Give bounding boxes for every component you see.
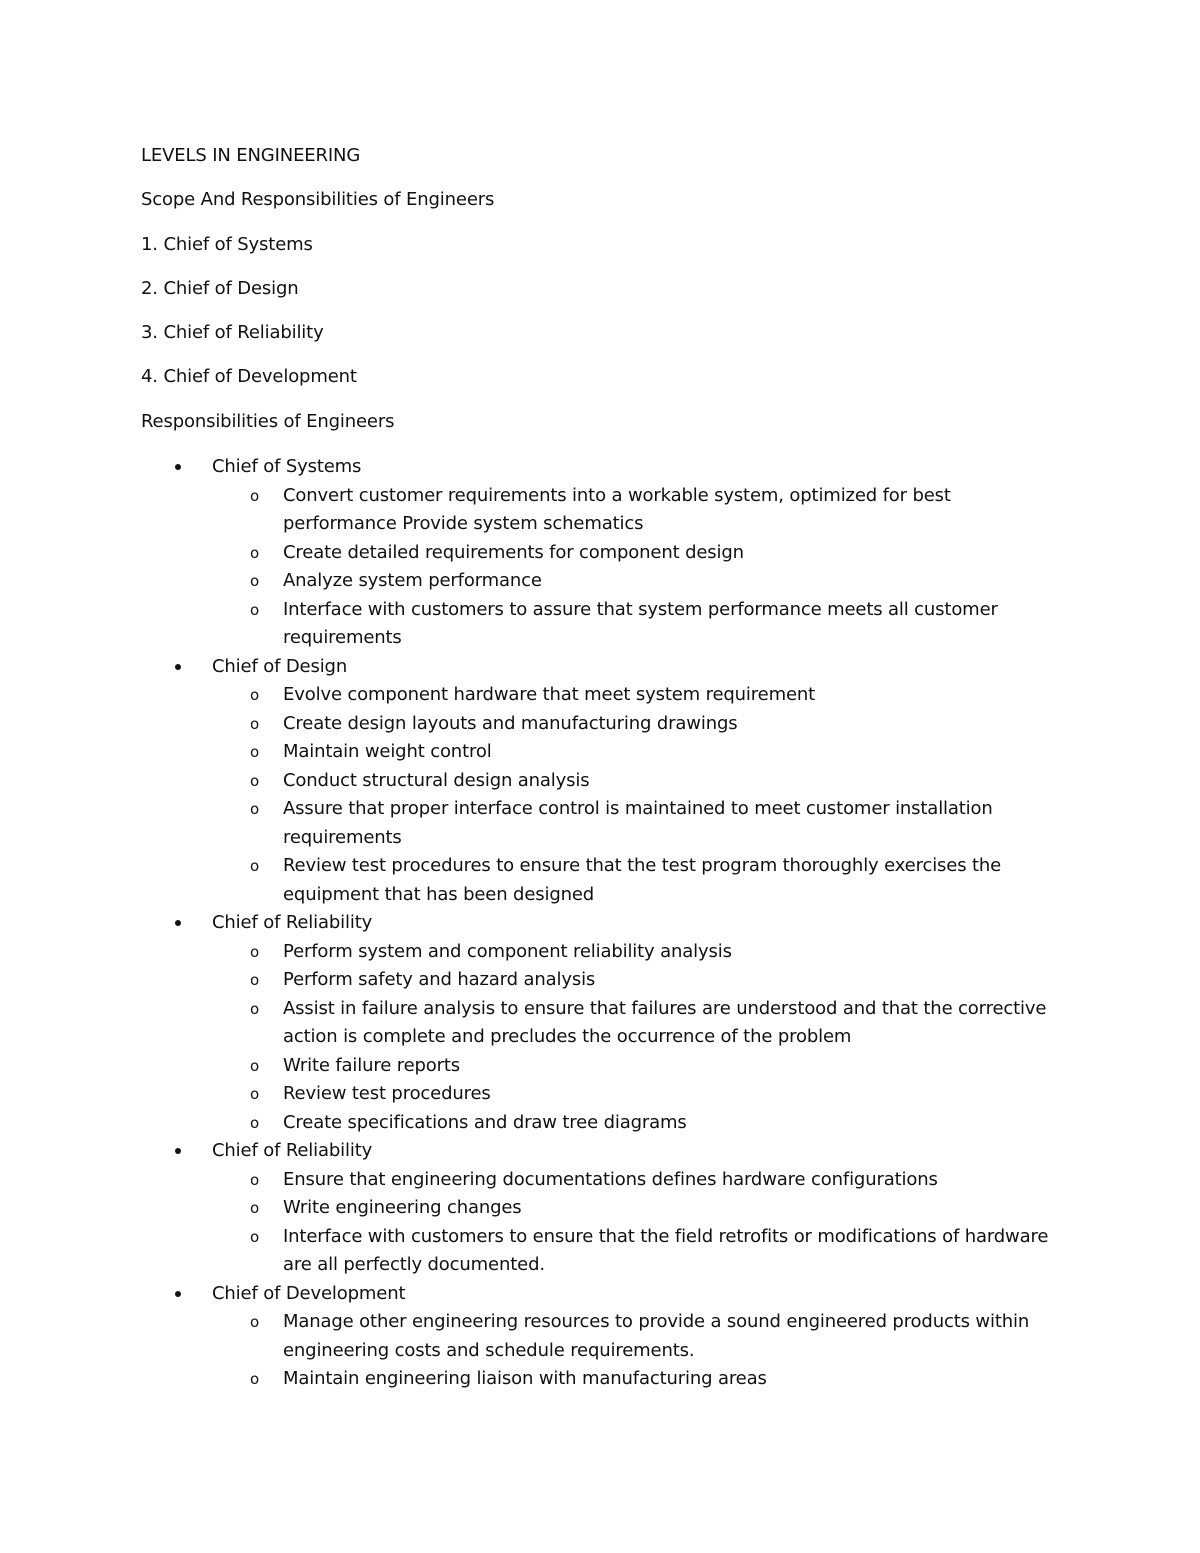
role-section	[141, 1137, 1061, 1280]
document-body	[141, 142, 1061, 1394]
responsibilities-list	[141, 453, 1061, 1394]
duty-text: Interface with customers to ensure that the field retrofits or modifications of hardware are all perfectly documented.	[283, 1225, 1049, 1276]
role-duties-list	[212, 681, 1061, 909]
numbered-item: 4. Chief of Development	[141, 366, 357, 388]
duty-text: Review test procedures to ensure that the test program thoroughly exercises the equipment that has been designed	[283, 855, 1002, 905]
duty-item	[212, 1052, 1061, 1081]
duty-text: Convert customer requirements into a workable system, optimized for best performance Provide system schematics	[283, 484, 951, 535]
numbered-item: 2. Chief of Design	[141, 277, 299, 299]
bullet-icon	[175, 920, 181, 926]
duty-item	[212, 938, 1061, 967]
hollow-bullet-icon: o	[250, 486, 260, 505]
duty-item	[212, 1308, 1061, 1365]
numbered-item: 1. Chief of Systems	[141, 233, 313, 255]
role-duties-list	[212, 1308, 1061, 1394]
duty-item	[212, 1080, 1061, 1109]
role-section	[141, 909, 1061, 1137]
duty-text: Maintain weight control	[283, 741, 492, 763]
hollow-bullet-icon: o	[250, 1056, 260, 1075]
duty-item	[212, 567, 1061, 596]
duty-text: Conduct structural design analysis	[283, 769, 590, 791]
role-duties-list	[212, 938, 1061, 1138]
role-section	[141, 453, 1061, 653]
hollow-bullet-icon: o	[250, 1313, 260, 1332]
section-heading: Responsibilities of Engineers	[141, 410, 395, 432]
duty-text: Create design layouts and manufacturing drawings	[283, 712, 738, 734]
duty-text: Create detailed requirements for component design	[283, 541, 744, 563]
hollow-bullet-icon: o	[250, 1199, 260, 1218]
duty-item	[212, 852, 1061, 909]
hollow-bullet-icon: o	[250, 1170, 260, 1189]
hollow-bullet-icon: o	[250, 942, 260, 961]
duty-item	[212, 966, 1061, 995]
hollow-bullet-icon: o	[250, 857, 260, 876]
hollow-bullet-icon: o	[250, 1227, 260, 1246]
duty-item	[212, 1223, 1061, 1280]
duty-item	[212, 539, 1061, 568]
hollow-bullet-icon: o	[250, 999, 260, 1018]
duty-item	[212, 738, 1061, 767]
bullet-icon	[175, 1291, 181, 1297]
role-title: Chief of Design	[212, 655, 348, 677]
duty-text: Perform safety and hazard analysis	[283, 969, 596, 991]
hollow-bullet-icon: o	[250, 600, 260, 619]
hollow-bullet-icon: o	[250, 543, 260, 562]
bullet-icon	[175, 664, 181, 670]
duty-text: Assure that proper interface control is maintained to meet customer installation requirements	[283, 798, 993, 848]
duty-item	[212, 681, 1061, 710]
duty-item	[212, 995, 1061, 1052]
role-duties-list	[212, 482, 1061, 653]
duty-text: Assist in failure analysis to ensure that failures are understood and that the corrective action is complete and precludes the occurrence of the problem	[283, 997, 1047, 1048]
document-title: LEVELS IN ENGINEERING	[141, 145, 361, 166]
duty-item	[212, 596, 1061, 653]
role-title: Chief of Development	[212, 1282, 406, 1304]
role-section	[141, 1280, 1061, 1394]
duty-text: Interface with customers to assure that system performance meets all customer requirements	[283, 598, 998, 649]
role-duties-list	[212, 1166, 1061, 1280]
duty-text: Analyze system performance	[283, 570, 542, 592]
hollow-bullet-icon: o	[250, 572, 260, 591]
numbered-item: 3. Chief of Reliability	[141, 322, 324, 344]
bullet-icon	[175, 1148, 181, 1154]
hollow-bullet-icon: o	[250, 686, 260, 705]
duty-text: Write failure reports	[283, 1054, 461, 1076]
duty-item	[212, 482, 1061, 539]
duty-item	[212, 795, 1061, 852]
hollow-bullet-icon: o	[250, 771, 260, 790]
role-title: Chief of Systems	[212, 456, 362, 478]
hollow-bullet-icon: o	[250, 1370, 260, 1389]
role-title: Chief of Reliability	[212, 1140, 373, 1162]
hollow-bullet-icon: o	[250, 714, 260, 733]
role-section	[141, 653, 1061, 910]
duty-item	[212, 767, 1061, 796]
duty-text: Maintain engineering liaison with manufacturing areas	[283, 1368, 767, 1390]
hollow-bullet-icon: o	[250, 1085, 260, 1104]
duty-text: Ensure that engineering documentations defines hardware configurations	[283, 1168, 938, 1190]
duty-item	[212, 1365, 1061, 1394]
duty-text: Manage other engineering resources to provide a sound engineered products within engineering costs and schedule requirements.	[283, 1311, 1030, 1361]
document-subtitle: Scope And Responsibilities of Engineers	[141, 189, 495, 211]
duty-text: Review test procedures	[283, 1083, 491, 1105]
role-title: Chief of Reliability	[212, 912, 373, 934]
bullet-icon	[175, 464, 181, 470]
duty-item	[212, 1194, 1061, 1223]
duty-text: Write engineering changes	[283, 1197, 522, 1219]
duty-item	[212, 1166, 1061, 1195]
duty-item	[212, 1109, 1061, 1138]
duty-item	[212, 710, 1061, 739]
duty-text: Evolve component hardware that meet system requirement	[283, 684, 816, 706]
duty-text: Create specifications and draw tree diagrams	[283, 1111, 687, 1133]
duty-text: Perform system and component reliability analysis	[283, 940, 732, 962]
hollow-bullet-icon: o	[250, 800, 260, 819]
hollow-bullet-icon: o	[250, 743, 260, 762]
hollow-bullet-icon: o	[250, 971, 260, 990]
hollow-bullet-icon: o	[250, 1113, 260, 1132]
